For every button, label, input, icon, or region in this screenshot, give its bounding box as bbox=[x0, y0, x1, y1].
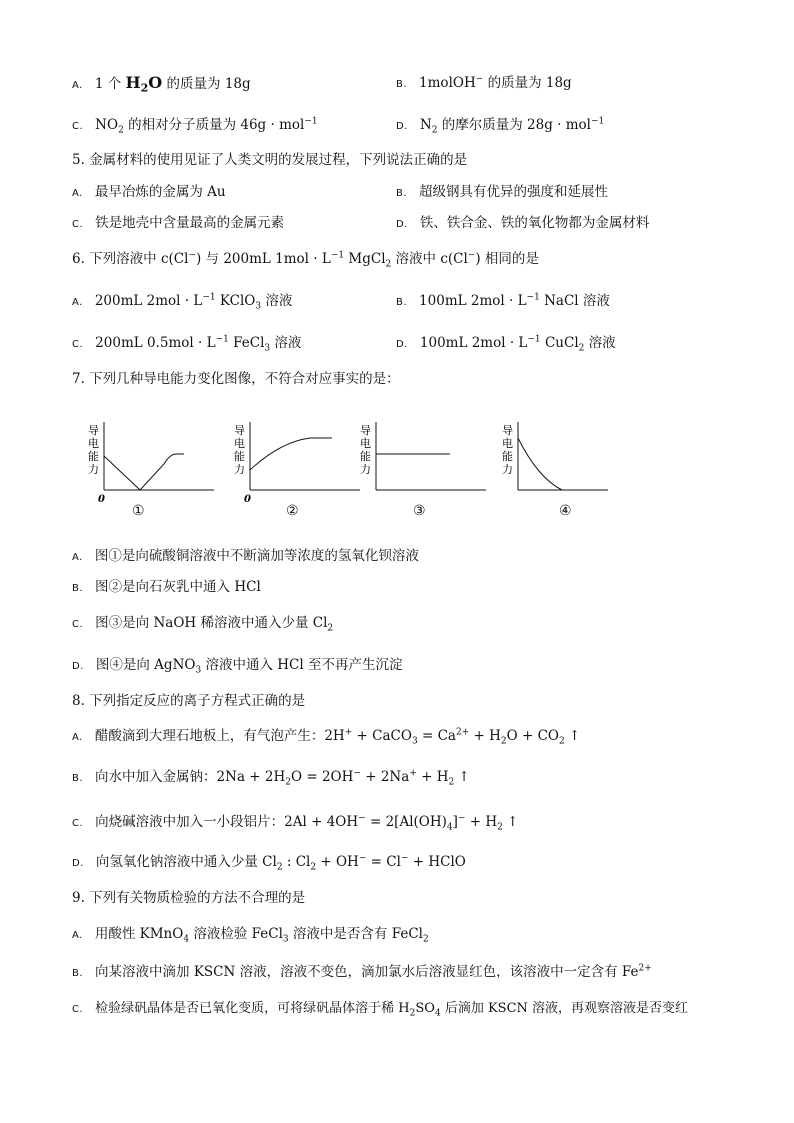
text: 用酸性 KMnO bbox=[94, 926, 184, 942]
q8-stem: 8. 下列指定反应的离子方程式正确的是 bbox=[72, 693, 306, 709]
option-label: C. bbox=[72, 818, 84, 829]
q6-option-b bbox=[396, 292, 610, 312]
q7-stem: 7. 下列几种导电能力变化图像，不符合对应事实的是： bbox=[72, 371, 400, 387]
superscript: + bbox=[409, 768, 417, 779]
y-label: 力 bbox=[234, 463, 245, 476]
option-label: D. bbox=[396, 121, 408, 132]
text: + 2Na bbox=[360, 769, 410, 785]
text: CuCl bbox=[540, 335, 579, 351]
superscript: −1 bbox=[527, 334, 541, 345]
curve bbox=[250, 438, 332, 470]
text: + H bbox=[469, 728, 501, 744]
subscript: 4 bbox=[434, 1008, 441, 1019]
option-label: C. bbox=[72, 619, 84, 630]
text: 图①是向硫酸铜溶液中不断滴加等浓度的氢氧化钡溶液 bbox=[94, 548, 419, 564]
text: O = 2OH bbox=[291, 769, 354, 785]
y-label: 导 bbox=[502, 424, 513, 437]
graph-label-2: ② bbox=[286, 503, 299, 519]
text: 溶液 bbox=[270, 335, 302, 351]
text: + CaCO bbox=[352, 728, 412, 744]
q5-stem: 5. 金属材料的使用见证了人类文明的发展过程，下列说法正确的是 bbox=[72, 152, 468, 168]
q6-option-c bbox=[72, 334, 301, 354]
subscript: 2 bbox=[276, 862, 283, 873]
text: 后滴加 KSCN 溶液，再观察溶液是否变红 bbox=[440, 1001, 689, 1016]
text: 溶液 bbox=[261, 293, 293, 309]
text: ] bbox=[452, 814, 458, 830]
superscript: −1 bbox=[590, 116, 605, 127]
option-label: B. bbox=[72, 773, 84, 784]
q9-option-b bbox=[72, 963, 652, 983]
text: N bbox=[419, 117, 432, 133]
graph-label-1: ① bbox=[132, 503, 145, 519]
y-label: 导 bbox=[88, 424, 99, 437]
q8-option-d bbox=[72, 853, 466, 873]
text: 向氢氧化钠溶液中通入少量 Cl bbox=[95, 854, 277, 870]
subscript: 2 bbox=[385, 259, 392, 270]
q4-option-c bbox=[72, 116, 318, 136]
superscript: −1 bbox=[526, 292, 540, 303]
y-label: 电 bbox=[234, 437, 245, 450]
option-label: B. bbox=[396, 79, 408, 90]
option-label: D. bbox=[396, 339, 408, 350]
superscript: −1 bbox=[304, 116, 318, 127]
text: 的质量为 18g bbox=[483, 75, 572, 91]
y-label: 能 bbox=[360, 450, 371, 463]
y-label: 导 bbox=[360, 424, 371, 437]
text: 溶液中通入 HCl 至不再产生沉淀 bbox=[201, 657, 403, 673]
subscript: 3 bbox=[264, 343, 271, 354]
text: ) 与 200mL 1mol · L bbox=[195, 251, 331, 267]
superscript: − bbox=[400, 853, 409, 864]
text: 200mL 2mol · L bbox=[94, 293, 203, 309]
text: 200mL 0.5mol · L bbox=[95, 335, 216, 351]
y-label: 力 bbox=[88, 463, 99, 476]
option-label: A. bbox=[72, 188, 83, 199]
superscript: − bbox=[467, 250, 476, 261]
text: NaCl 溶液 bbox=[539, 293, 610, 309]
origin-label: 0 bbox=[244, 494, 251, 505]
q7-option-c bbox=[72, 614, 333, 634]
q6-option-d bbox=[396, 334, 616, 354]
text: FeCl bbox=[228, 335, 265, 351]
text: ↑ bbox=[564, 728, 581, 744]
q9-option-a bbox=[72, 925, 429, 945]
y-label: 能 bbox=[88, 450, 99, 463]
formula: H bbox=[125, 73, 141, 92]
subscript: 2 bbox=[578, 343, 585, 354]
option-label: C. bbox=[72, 121, 84, 132]
graph-2 bbox=[230, 418, 370, 518]
text: 最早冶炼的金属为 Au bbox=[94, 184, 226, 200]
subscript: 2 bbox=[423, 934, 429, 945]
graph-label-3: ③ bbox=[413, 503, 426, 519]
superscript: −1 bbox=[202, 292, 216, 303]
text: = Ca bbox=[417, 728, 456, 744]
subscript: 2 bbox=[559, 736, 565, 747]
text: = Cl bbox=[366, 854, 401, 870]
text: 的质量为 18g bbox=[162, 76, 251, 92]
subscript: 2 bbox=[310, 862, 317, 873]
y-label: 电 bbox=[88, 437, 99, 450]
y-label: 电 bbox=[502, 437, 513, 450]
q4-option-a bbox=[72, 74, 251, 95]
q5-option-d bbox=[396, 214, 649, 234]
text: 向水中加入金属钠：2Na + 2H bbox=[95, 769, 286, 785]
option-label: A. bbox=[72, 732, 83, 743]
graph-3 bbox=[356, 418, 496, 518]
superscript: −1 bbox=[330, 250, 345, 261]
q8-option-a bbox=[72, 727, 580, 747]
text: 图②是向石灰乳中通入 HCl bbox=[95, 579, 261, 595]
text: 铁是地壳中含量最高的金属元素 bbox=[95, 215, 285, 231]
q5-option-a bbox=[72, 183, 226, 203]
q9-option-c bbox=[72, 1000, 688, 1019]
text: NO bbox=[95, 117, 119, 133]
superscript: 2+ bbox=[455, 727, 470, 738]
option-label: B. bbox=[396, 188, 408, 199]
text: ↑ bbox=[454, 769, 470, 785]
q7-option-b bbox=[72, 578, 261, 598]
superscript: −1 bbox=[215, 334, 229, 345]
text: 1molOH bbox=[419, 75, 476, 91]
text: SO bbox=[415, 1001, 435, 1016]
text: 溶液检验 FeCl bbox=[189, 926, 283, 942]
q7-option-a bbox=[72, 547, 419, 567]
text: 图④是向 AgNO bbox=[95, 657, 196, 673]
option-label: B. bbox=[396, 297, 408, 308]
text: 100mL 2mol · L bbox=[419, 293, 527, 309]
q6-stem bbox=[72, 250, 539, 268]
formula: O bbox=[148, 73, 163, 92]
text: 超级钢具有优异的强度和延展性 bbox=[419, 184, 609, 200]
option-label: C. bbox=[72, 1004, 84, 1015]
subscript: 2 bbox=[500, 736, 507, 747]
superscript: − bbox=[358, 853, 367, 864]
text: 溶液中是否含有 FeCl bbox=[288, 926, 423, 942]
text: 铁、铁合金、铁的氧化物都为金属材料 bbox=[419, 215, 650, 231]
subscript: 3 bbox=[411, 736, 418, 747]
subscript: 2 bbox=[409, 1008, 416, 1019]
subscript: 3 bbox=[255, 301, 262, 312]
option-label: B. bbox=[72, 968, 84, 979]
option-label: A. bbox=[72, 297, 83, 308]
q9-stem: 9. 下列有关物质检验的方法不合理的是 bbox=[72, 890, 306, 906]
text: + OH bbox=[316, 854, 359, 870]
option-label: B. bbox=[72, 583, 84, 594]
superscript: − bbox=[353, 768, 361, 779]
subscript: 3 bbox=[282, 934, 289, 945]
superscript: + bbox=[344, 727, 353, 738]
curve bbox=[104, 454, 184, 490]
y-label: 电 bbox=[360, 437, 371, 450]
option-label: C. bbox=[72, 339, 84, 350]
origin-label: 0 bbox=[98, 494, 105, 505]
subscript: 2 bbox=[448, 777, 455, 788]
subscript: 2 bbox=[327, 623, 334, 634]
option-label: D. bbox=[72, 661, 84, 672]
option-label: C. bbox=[72, 219, 84, 230]
q8-option-c bbox=[72, 813, 518, 833]
text: + H bbox=[465, 814, 498, 830]
text: 向烧碱溶液中加入一小段铝片：2Al + 4OH bbox=[95, 814, 359, 830]
graph-label-4: ④ bbox=[559, 503, 572, 519]
text: ↑ bbox=[502, 814, 519, 830]
subscript: 2 bbox=[497, 822, 503, 833]
text: 向某溶液中滴加 KSCN 溶液，溶液不变色，滴加氯水后溶液显红色，该溶液中一定含有 Fe bbox=[95, 964, 639, 980]
curve bbox=[518, 438, 562, 490]
text: MgCl bbox=[344, 251, 386, 267]
text: 醋酸滴到大理石地板上，有气泡产生：2H bbox=[94, 728, 345, 744]
superscript: − bbox=[358, 813, 366, 824]
y-label: 导 bbox=[234, 424, 245, 437]
option-label: D. bbox=[396, 219, 408, 230]
q6-option-a bbox=[72, 292, 292, 312]
text: 的摩尔质量为 28g · mol bbox=[437, 117, 591, 133]
q7-option-d bbox=[72, 656, 402, 676]
text: 的相对分子质量为 46g · mol bbox=[123, 117, 305, 133]
q8-option-b bbox=[72, 768, 470, 788]
option-label: A. bbox=[72, 80, 83, 91]
q4-option-d bbox=[396, 116, 604, 136]
text: 6. 下列溶液中 c(Cl bbox=[72, 251, 189, 267]
superscript: 2+ bbox=[638, 963, 652, 974]
text: 溶液中 c(Cl bbox=[391, 251, 468, 267]
text: 1 个 bbox=[94, 76, 126, 92]
text: 溶液 bbox=[584, 335, 616, 351]
option-label: A. bbox=[72, 930, 83, 941]
y-label: 能 bbox=[502, 450, 513, 463]
option-label: A. bbox=[72, 552, 83, 563]
superscript: − bbox=[188, 250, 196, 261]
y-label: 能 bbox=[234, 450, 245, 463]
text: + HClO bbox=[408, 854, 466, 870]
y-label: 力 bbox=[502, 463, 513, 476]
subscript: 2 bbox=[431, 125, 438, 136]
subscript: 2 bbox=[118, 125, 124, 136]
y-label: 力 bbox=[360, 463, 371, 476]
text: O + CO bbox=[506, 728, 559, 744]
subscript: 2 bbox=[140, 81, 149, 95]
text: ) 相同的是 bbox=[475, 251, 539, 267]
text: = 2[Al(OH) bbox=[365, 814, 447, 830]
superscript: − bbox=[457, 813, 466, 824]
superscript: − bbox=[475, 74, 484, 85]
subscript: 3 bbox=[195, 665, 202, 676]
q4-option-b bbox=[396, 74, 572, 94]
graph-1 bbox=[84, 418, 224, 518]
option-label: D. bbox=[72, 858, 84, 869]
q5-option-b bbox=[396, 183, 608, 203]
subscript: 4 bbox=[446, 822, 453, 833]
text: : Cl bbox=[282, 854, 311, 870]
text: KClO bbox=[215, 293, 256, 309]
text: 图③是向 NaOH 稀溶液中通入少量 Cl bbox=[95, 615, 328, 631]
q5-option-c bbox=[72, 214, 284, 234]
text: 100mL 2mol · L bbox=[419, 335, 528, 351]
text: + H bbox=[416, 769, 449, 785]
subscript: 4 bbox=[183, 934, 190, 945]
subscript: 2 bbox=[285, 777, 291, 788]
text: 检验绿矾晶体是否已氧化变质，可将绿矾晶体溶于稀 H bbox=[95, 1001, 410, 1016]
